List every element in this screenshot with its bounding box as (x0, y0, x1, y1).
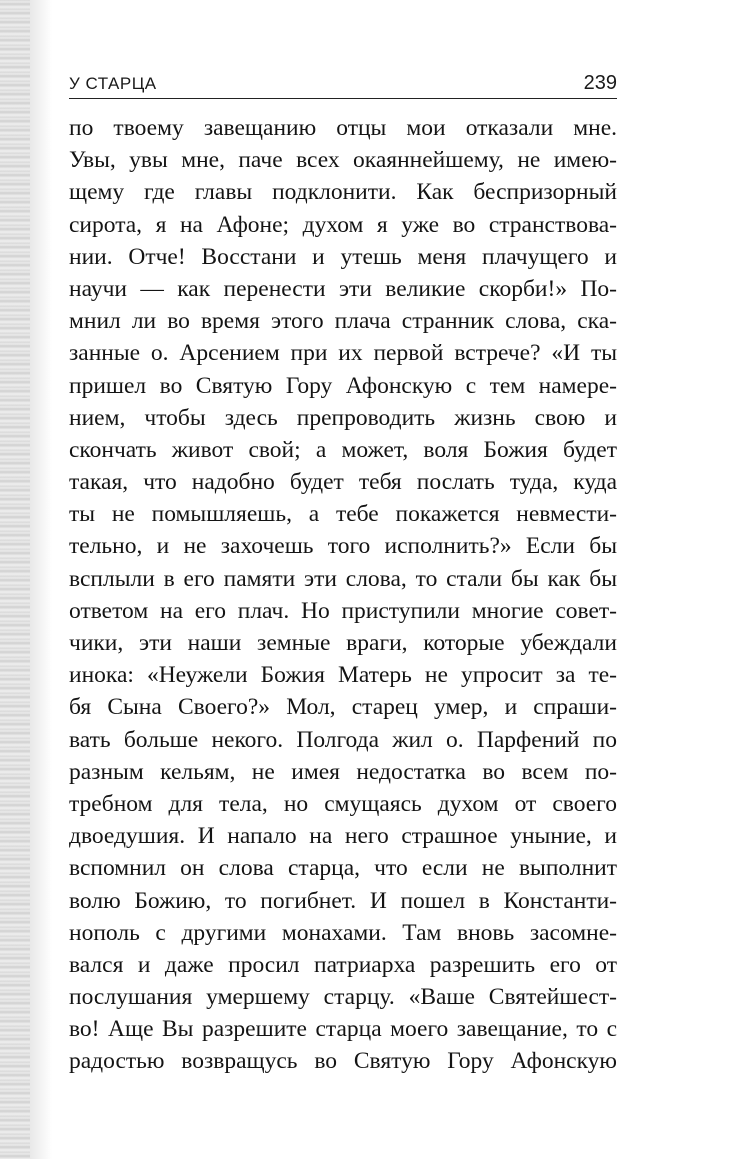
text-line: мнил ли во время этого плача странник слова, ска- (69, 308, 617, 335)
text-line: такая, что надобно будет тебя послать туда, куда (69, 469, 617, 496)
text-line: чики, эти наши земные враги, которые убеждали (69, 630, 617, 656)
running-title: У СТАРЦА (69, 74, 157, 93)
text-line: разным кельям, не имея недостатка во всем по- (69, 758, 617, 785)
text-line: двоедушия. И напало на него страшное уныние, и (69, 823, 617, 850)
text-line: требном для тела, но смущаясь духом от своего (69, 790, 617, 817)
text-line: волю Божию, то погибнет. И пошел в Константи- (69, 887, 617, 914)
text-line: вался и даже просил патриарха разрешить его от (69, 951, 617, 978)
body-text (69, 112, 617, 1078)
page-number: 239 (583, 72, 617, 94)
text-line: нополь с другими монахами. Там вновь засомне- (69, 919, 617, 946)
text-line: нии. Отче! Восстани и утешь меня плачущего и (69, 243, 617, 270)
text-line: инока: «Неужели Божия Матерь не упросит за те- (69, 662, 617, 689)
text-line: сирота, я на Афоне; духом я уже во странствова- (69, 211, 617, 238)
text-line: ты не помышляешь, а тебе покажется невмести- (69, 501, 617, 528)
text-line: вать больше некого. Полгода жил о. Парфений по (69, 726, 617, 753)
text-line: вспомнил он слова старца, что если не выполнит (69, 855, 617, 882)
text-line: всплыли в его памяти эти слова, то стали бы как бы (69, 565, 617, 592)
text-line: научи — как перенести эти великие скорби!» По- (69, 275, 617, 302)
text-line: во! Аще Вы разрешите старца моего завещание, то с (69, 1016, 617, 1043)
scan-shadow-edge (0, 0, 30, 1159)
text-line: щему где главы подклонити. Как беспризорный (69, 179, 617, 206)
text-line: послушания умершему старцу. «Ваше Святейшест- (69, 984, 617, 1011)
scan-shadow-fade (30, 0, 52, 1159)
text-line: скончать живот свой; а может, воля Божия будет (69, 436, 617, 463)
text-line: Увы, увы мне, паче всех окаяннейшему, не имею- (69, 147, 617, 174)
text-line: радостью возвращусь во Святую Гору Афонскую (69, 1048, 617, 1075)
text-line: нием, чтобы здесь препроводить жизнь свою и (69, 404, 617, 431)
text-line: по твоему завещанию отцы мои отказали мне. (69, 115, 617, 141)
text-line: ответом на его плач. Но приступили многие совет- (69, 597, 617, 624)
page-header (69, 68, 617, 99)
text-line: занные о. Арсением при их первой встрече? «И ты (69, 340, 617, 367)
text-line: бя Сына Своего?» Мол, старец умер, и спраши- (69, 694, 617, 721)
text-line: пришел во Святую Гору Афонскую с тем намере- (69, 372, 617, 399)
text-line: тельно, и не захочешь того исполнить?» Если бы (69, 533, 617, 560)
